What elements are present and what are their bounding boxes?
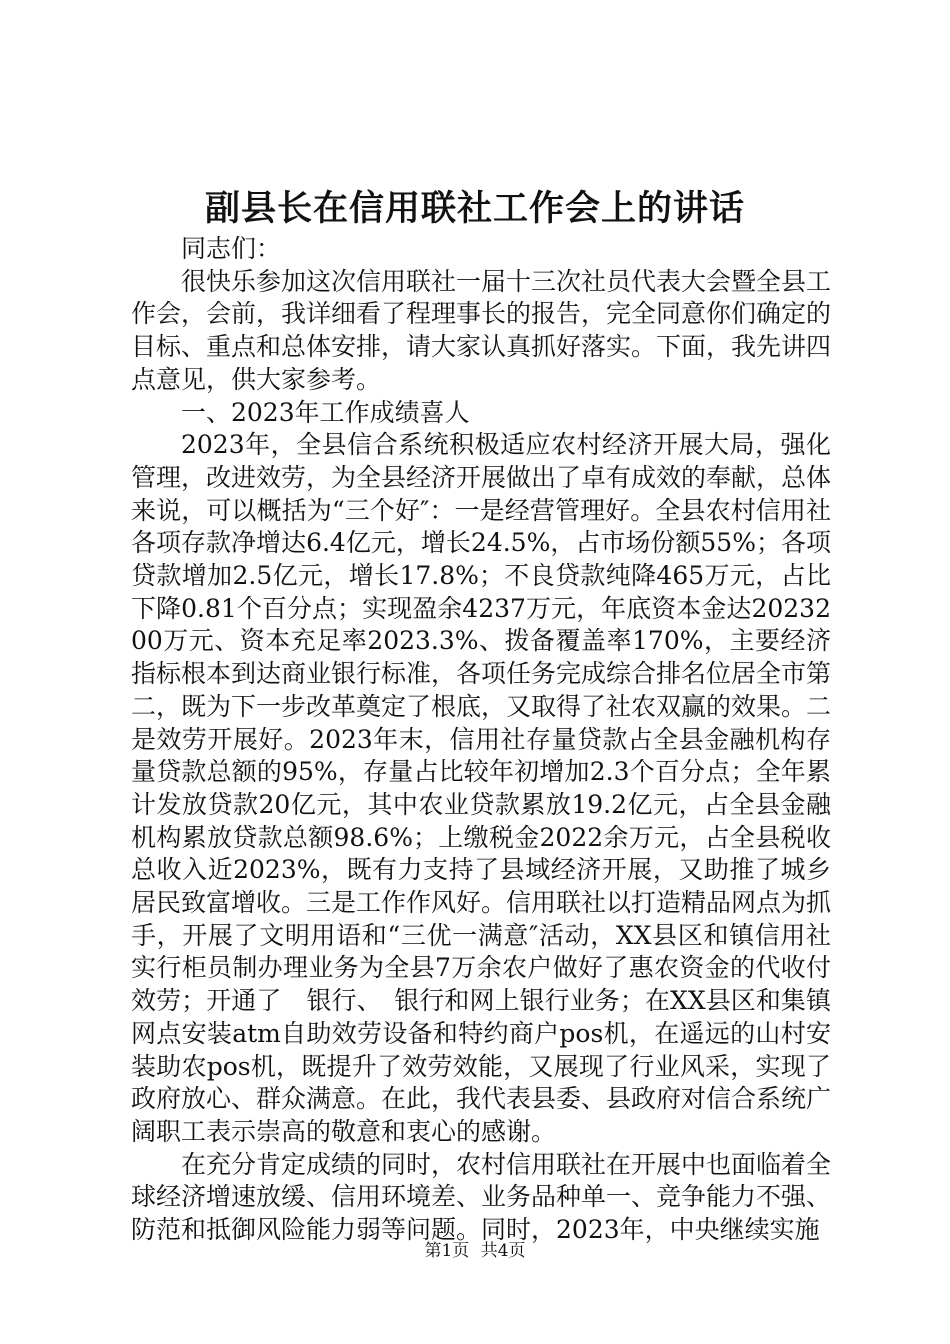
salutation-paragraph: 同志们： [181, 234, 282, 263]
challenges-paragraph: 在充分肯定成绩的同时，农村信用联社在开展中也面临着全球经济增速放缓、信用环境差、业务品种单一、竞争能力不强、防范和抵御风险能力弱等问题。同时，2023年，中央继续实施 [131, 1149, 832, 1245]
page-footer [0, 1240, 950, 1262]
achievements-paragraph: 2023年，全县信合系统积极适应农村经济开展大局，强化管理，改进效劳，为全县经济开展做出了卓有成效的奉献，总体来说，可以概括为“三个好″：一是经营管理好。全县农村信用社各项存款净增达6.4亿元，增长24.5%，占市场份额55%；各项贷款增加2.5亿元，增长17.8%；不良贷款纯降465万元，占比下降0.81个百分点；实现盈余4237万元，年底资本金达2023200万元、资本充足率2023.3%、拨备覆盖率170%，主要经济指标根本到达商业银行标准，各项任务完成综合排名位居全市第二，既为下一步改革奠定了根底，又取得了社农双赢的效果。二是效劳开展好。2023年末，信用社存量贷款占全县金融机构存量贷款总额的95%，存量占比较年初增加2.3个百分点；全年累计发放贷款20亿元，其中农业贷款累放19.2亿元，占全县金融机构累放贷款总额98.6%；上缴税金2022余万元，占全县税收总收入近2023%，既有力支持了县域经济开展，又助推了城乡居民致富增收。三是工作作风好。信用联社以打造精品网点为抓手，开展了文明用语和“三优一满意″活动，XX县区和镇信用社实行柜员制办理业务为全县7万余农户做好了惠农资金的代收付效劳；开通了 银行、 银行和网上银行业务；在XX县区和集镇网点安装atm自助效劳设备和特约商户pos机，在遥远的山村安装助农pos机，既提升了效劳效能，又展现了行业风采，实现了政府放心、群众满意。在此，我代表县委、县政府对信合系统广阔职工表示崇高的敬意和衷心的感谢。 [131, 430, 832, 1146]
document-body [131, 233, 831, 1247]
document-title: 副县长在信用联社工作会上的讲话 [204, 188, 745, 229]
page-number: 第1页 [424, 1241, 470, 1261]
page-total: 共4页 [480, 1241, 526, 1261]
section-heading-1: 一、2023年工作成绩喜人 [181, 397, 470, 427]
intro-paragraph: 很快乐参加这次信用联社一届十三次社员代表大会暨全县工作会，会前，我详细看了程理事长的报告，完全同意你们确定的目标、重点和总体安排，请大家认真抓好落实。下面，我先讲四点意见，供大家参考。 [131, 266, 832, 394]
